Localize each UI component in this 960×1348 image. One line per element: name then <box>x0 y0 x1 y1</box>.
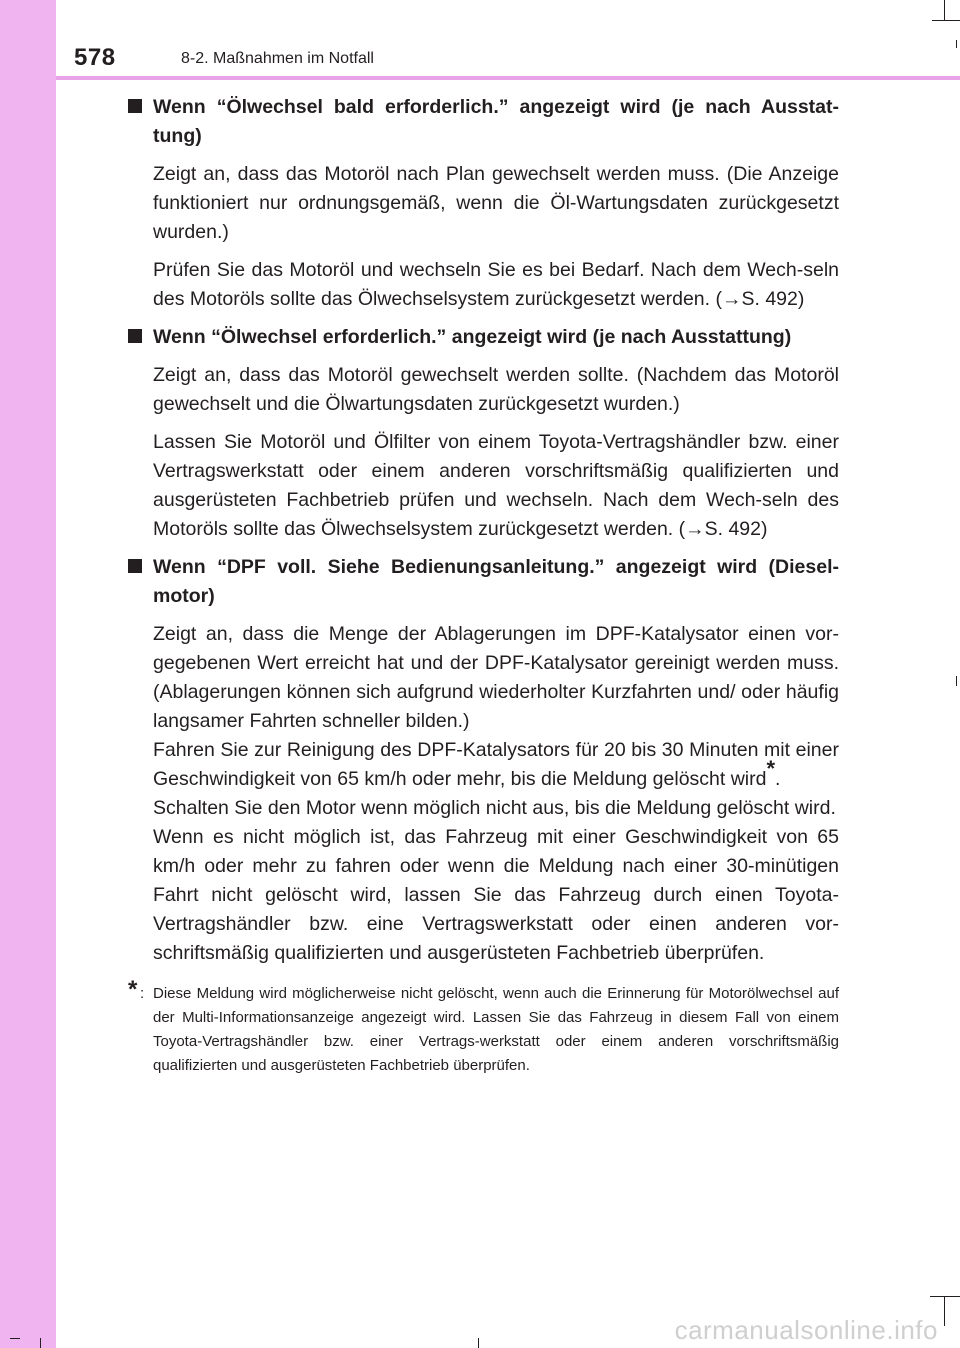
heading-text: Wenn “Ölwechsel erforderlich.” angezeigt wird (je nach Ausstattung) <box>153 326 792 348</box>
section-title: 8-2. Maßnahmen im Notfall <box>181 50 374 67</box>
footnote-asterisk: * <box>128 976 138 1003</box>
crop-mark <box>930 1296 960 1297</box>
crop-mark <box>478 1338 479 1348</box>
section-heading <box>128 553 839 611</box>
paragraph: Wenn es nicht möglich ist, das Fahrzeug mit einer Geschwindigkeit von 65 km/h oder mehr zu fahren oder wenn die Meldung nach einer 30-minütigen Fahrt nicht gelöscht wird, lassen Sie das Fahrzeug durch einen Toyota-Vertragshändler bzw. eine Vertragswerkstatt oder einen anderen vor-schriftsmäßig qualifizierten und ausgerüsteten Fachbetrieb überprüfen. <box>153 826 839 964</box>
heading-text: Wenn “Ölwechsel bald erforderlich.” angezeigt wird (je nach Ausstat-tung) <box>153 96 839 147</box>
crop-mark <box>944 0 945 20</box>
paragraph <box>128 736 839 794</box>
paragraph: Zeigt an, dass das Motoröl nach Plan gewechselt werden muss. (Die Anzeige funktioniert nur ordnungsgemäß, wenn die Öl-Wartungsdaten zurückgesetzt wurden.) <box>153 163 839 243</box>
period: . <box>775 768 781 790</box>
section-heading <box>128 93 839 151</box>
section-heading <box>128 323 839 352</box>
footnote-colon: : <box>140 985 145 1002</box>
square-bullet-icon <box>128 559 142 573</box>
paragraph: Schalten Sie den Motor wenn möglich nicht aus, bis die Meldung gelöscht wird. <box>153 797 836 819</box>
crop-mark <box>932 20 960 21</box>
footnote <box>128 976 839 1078</box>
footnote-text: Diese Meldung wird möglicherweise nicht gelöscht, wenn auch die Erinnerung für Motorölwechsel auf der Multi-Informationsanzeige angezeigt wird. Lassen Sie das Fahrzeug in diesem Fall von einem Toyota-Vertragshändler bzw. einer Vertrags-werkstatt oder einem anderen vorschriftsmäßig qualifizierten und ausgerüsteten Fachbetrieb überprüfen. <box>153 985 839 1074</box>
crop-mark <box>956 676 957 686</box>
paragraph: Zeigt an, dass das Motoröl gewechselt werden sollte. (Nachdem das Motoröl gewechselt und die Ölwartungsdaten zurückgesetzt wurden.) <box>153 364 839 415</box>
square-bullet-icon <box>128 329 142 343</box>
crop-mark <box>40 1338 41 1348</box>
page-number: 578 <box>74 44 116 71</box>
main-content <box>128 93 839 1078</box>
square-bullet-icon <box>128 99 142 113</box>
watermark: carmanualsonline.info <box>674 1315 938 1345</box>
asterisk-marker: * <box>766 755 776 781</box>
crop-mark <box>10 1338 20 1339</box>
heading-text: Wenn “DPF voll. Siehe Bedienungsanleitung.” angezeigt wird (Diesel-motor) <box>153 556 839 607</box>
crop-mark <box>944 1296 945 1326</box>
crop-mark <box>956 40 957 48</box>
paragraph-text: Fahren Sie zur Reinigung des DPF-Katalysators für 20 bis 30 Minuten mit einer Geschwindigkeit von 65 km/h oder mehr, bis die Meldung gelöscht wird <box>153 739 839 790</box>
paragraph: Prüfen Sie das Motoröl und wechseln Sie es bei Bedarf. Nach dem Wech-seln des Motoröls sollte das Ölwechselsystem zurückgesetzt werden. (→S. 492) <box>153 259 839 310</box>
paragraph: Lassen Sie Motoröl und Ölfilter von einem Toyota-Vertragshändler bzw. einer Vertragswerkstatt oder einem anderen vorschriftsmäßig qualifizierten und ausgerüsteten Fachbetrieb prüfen und wechseln. Nach dem Wech-seln des Motoröls sollte das Ölwechselsystem zurückgesetzt werden. (→S. 492) <box>153 431 839 540</box>
paragraph: Zeigt an, dass die Menge der Ablagerungen im DPF-Katalysator einen vor-gegebenen Wert erreicht hat und der DPF-Katalysator gereinigt werden muss. (Ablagerungen können sich aufgrund wiederholter Kurzfahrten und/ oder häufig langsamer Fahrten schneller bilden.) <box>153 623 839 732</box>
page-side-tab <box>0 0 56 1348</box>
